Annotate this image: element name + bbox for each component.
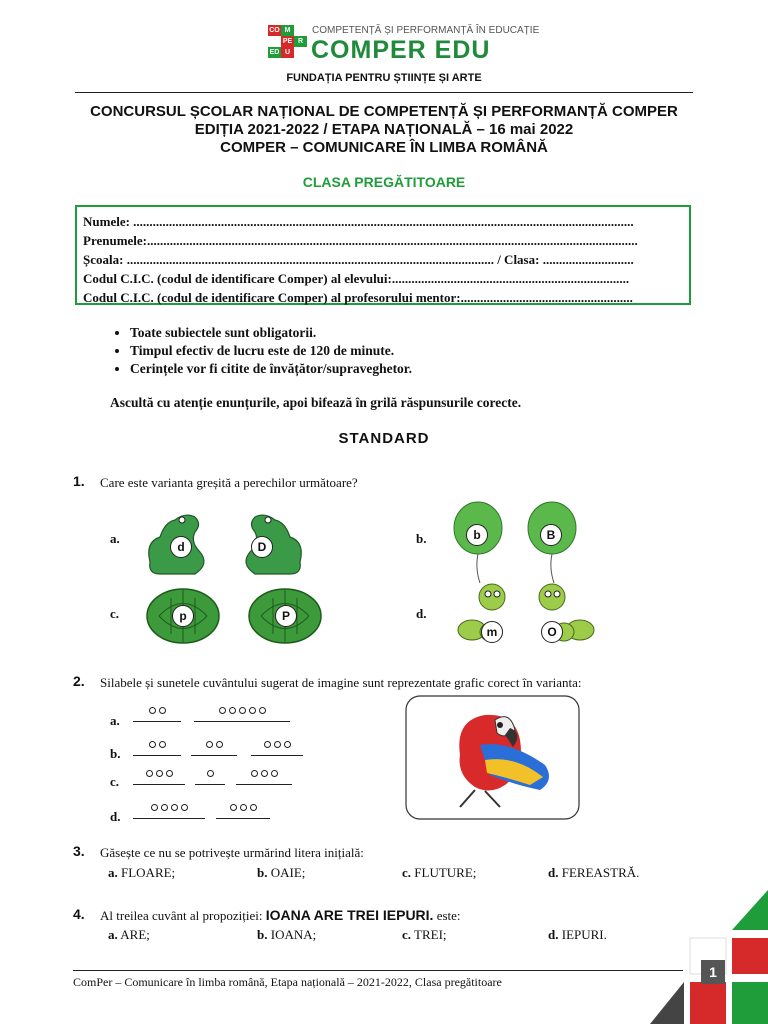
q2-number: 2. xyxy=(73,673,85,689)
option-letter: c. xyxy=(402,927,412,942)
logo-cell: ED xyxy=(269,49,280,56)
option-letter: c. xyxy=(402,865,412,880)
logo-grid xyxy=(268,25,307,58)
syllable-group xyxy=(133,802,205,819)
syllable-group xyxy=(133,705,181,722)
parrot-image xyxy=(405,695,580,820)
option-text: OAIE; xyxy=(270,865,306,880)
letter-p-small: p xyxy=(172,605,194,627)
header-divider xyxy=(75,92,693,93)
caterpillar-pair-image xyxy=(452,572,602,647)
q2-option-a-label[interactable]: a. xyxy=(110,713,120,728)
syllable-group xyxy=(195,768,225,785)
student-code-field[interactable]: Codul C.I.C. (codul de identificare Comper) al elevului:......................................................................... xyxy=(83,271,630,286)
corner-decoration xyxy=(650,890,768,1024)
q4-text xyxy=(100,907,461,924)
letter-d-small: d xyxy=(170,536,192,558)
syllable-group xyxy=(216,802,270,819)
q4-number: 4. xyxy=(73,906,85,922)
logo-cell xyxy=(294,47,307,58)
option-text: ARE; xyxy=(120,927,150,942)
q2-option-d-label[interactable]: d. xyxy=(110,809,121,824)
q1-option-d-label[interactable]: d. xyxy=(416,606,427,621)
syllable-group xyxy=(133,768,185,785)
footer-divider xyxy=(73,970,683,971)
logo-cell xyxy=(268,36,281,47)
q2-text: Silabele și sunetele cuvântului sugerat de imagine sunt reprezentate grafic corect în varianta: xyxy=(100,675,582,690)
q4-option-b[interactable] xyxy=(257,927,316,943)
rule-item: • Timpul efectiv de lucru este de 120 de minute. xyxy=(130,342,412,360)
footer-text: ComPer – Comunicare în limba română, Etapa națională – 2021-2022, Clasa pregătitoare xyxy=(73,975,502,989)
student-id-form xyxy=(75,205,691,305)
q3-option-a[interactable] xyxy=(108,865,175,881)
logo-cell: U xyxy=(281,47,294,58)
letter-p-capital: P xyxy=(275,605,297,627)
option-text: IEPURI. xyxy=(561,927,607,942)
contest-title: CONCURSUL ȘCOLAR NAȚIONAL DE COMPETENȚĂ ȘI PERFORMANȚĂ COMPER xyxy=(90,103,678,120)
option-letter: a. xyxy=(108,865,118,880)
q1-option-a-label[interactable]: a. xyxy=(110,531,120,546)
q1-option-c-label[interactable]: c. xyxy=(110,606,120,621)
logo-cell: PE xyxy=(282,38,293,45)
option-text: FLOARE; xyxy=(121,865,176,880)
syllable-group xyxy=(191,739,237,756)
grade-title: CLASA PREGĂTITOARE xyxy=(302,174,466,190)
logo-cell: CO xyxy=(269,27,280,34)
option-letter: d. xyxy=(548,927,559,942)
subject-line: COMPER – COMUNICARE ÎN LIMBA ROMÂNĂ xyxy=(220,139,548,156)
q3-number: 3. xyxy=(73,843,85,859)
option-letter: a. xyxy=(108,927,118,942)
option-letter: b. xyxy=(257,927,268,942)
rules-list xyxy=(110,324,412,378)
q2-option-c-label[interactable]: c. xyxy=(110,774,120,789)
letter-b-small: b xyxy=(466,524,488,546)
foundation-name: FUNDAȚIA PENTRU ȘTIINȚE ȘI ARTE xyxy=(286,72,482,84)
dinosaur-pair-image xyxy=(140,502,310,582)
page-number: 1 xyxy=(701,960,725,984)
q4-option-c[interactable] xyxy=(402,927,447,943)
option-text: IOANA; xyxy=(270,927,317,942)
q4-option-d[interactable] xyxy=(548,927,607,943)
q4-text-after: este: xyxy=(436,908,461,923)
logo-title: COMPER EDU xyxy=(311,36,491,64)
instruction: Ascultă cu atenție enunțurile, apoi bifează în grilă răspunsurile corecte. xyxy=(110,395,522,410)
syllable-group xyxy=(133,739,181,756)
letter-m-small: m xyxy=(481,621,503,643)
q3-option-c[interactable] xyxy=(402,865,476,881)
option-text: FLUTURE; xyxy=(414,865,477,880)
option-text: TREI; xyxy=(414,927,447,942)
syllable-group xyxy=(236,768,292,785)
edition-line: EDIȚIA 2021-2022 / ETAPA NAȚIONALĂ – 16 mai 2022 xyxy=(194,121,574,138)
logo-tagline: COMPETENȚĂ ȘI PERFORMANȚĂ ÎN EDUCAȚIE xyxy=(312,25,540,36)
q1-number: 1. xyxy=(73,473,85,489)
school-class-field[interactable]: Școala: ................................................................................................................. / Clasa: ............................ xyxy=(83,252,634,267)
letter-o-capital: O xyxy=(541,621,563,643)
q1-option-b-label[interactable]: b. xyxy=(416,531,427,546)
logo-cell xyxy=(294,25,307,36)
q1-text: Care este varianta greșită a perechilor următoare? xyxy=(100,475,358,490)
surname-field[interactable]: Prenumele:....................................................................................................................................................... xyxy=(83,233,638,248)
rule-item: • Toate subiectele sunt obligatorii. xyxy=(130,324,412,342)
logo-cell: R xyxy=(294,36,307,47)
q3-option-d[interactable] xyxy=(548,865,639,881)
option-letter: d. xyxy=(548,865,559,880)
q2-option-b-label[interactable]: b. xyxy=(110,746,121,761)
letter-d-capital: D xyxy=(251,536,273,558)
logo-cell: M xyxy=(281,25,294,36)
q3-text: Găsește ce nu se potrivește urmărind litera inițială: xyxy=(100,845,364,860)
teacher-code-field[interactable]: Codul C.I.C. (codul de identificare Comper) al profesorului mentor:..................................................... xyxy=(83,290,633,305)
q3-option-b[interactable] xyxy=(257,865,305,881)
rule-item: • Cerințele vor fi citite de învățător/supraveghetor. xyxy=(130,360,412,378)
section-title: STANDARD xyxy=(338,430,430,447)
q4-sentence: IOANA ARE TREI IEPURI. xyxy=(265,907,434,923)
q4-option-a[interactable] xyxy=(108,927,150,943)
letter-b-capital: B xyxy=(540,524,562,546)
name-field[interactable]: Numele: .......................................................................................................................................................... xyxy=(83,214,634,229)
syllable-group xyxy=(194,705,290,722)
syllable-group xyxy=(251,739,303,756)
option-letter: b. xyxy=(257,865,268,880)
q4-text-before: Al treilea cuvânt al propoziției: xyxy=(100,908,263,923)
option-text: FEREASTRĂ. xyxy=(561,865,640,880)
